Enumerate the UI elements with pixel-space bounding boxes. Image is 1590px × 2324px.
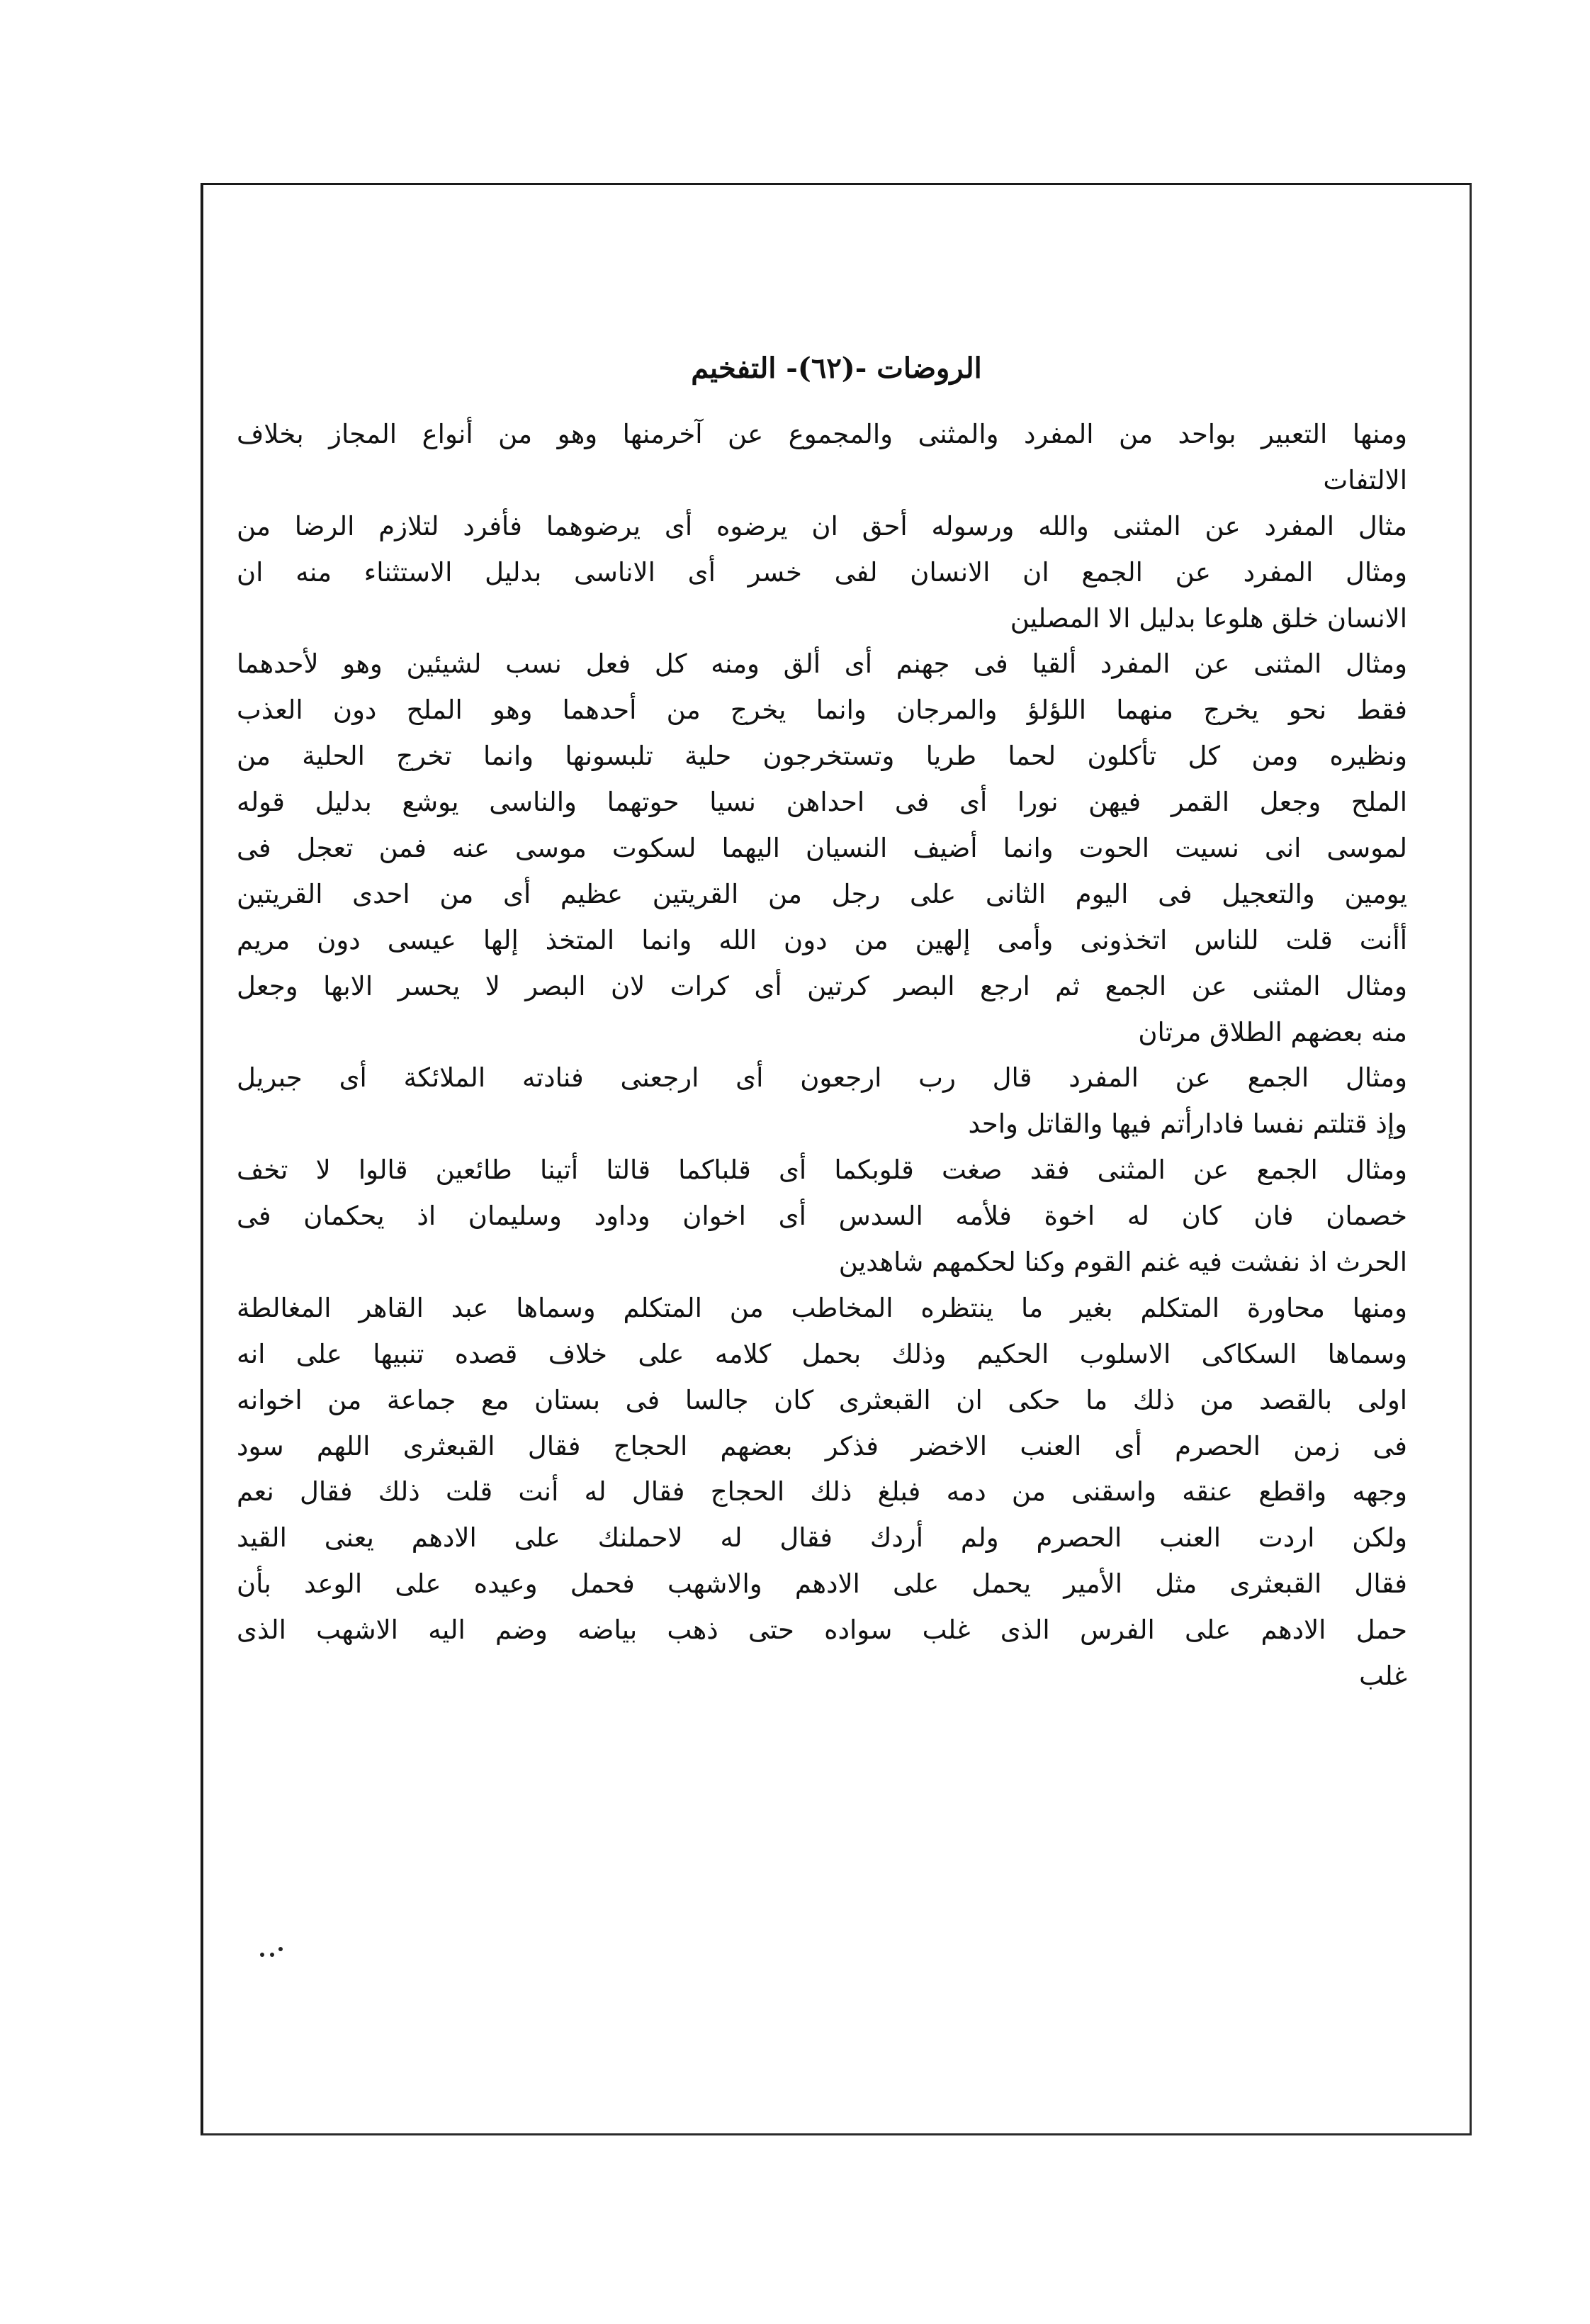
- text-line: ومنها التعبير بواحد من المفرد والمثنى والمجموع عن آخرمنها وهو من أنواع المجاز بخلاف: [237, 419, 1407, 449]
- text-line: حمل الادهم على الفرس الذى غلب سواده حتى ذهب بياضه وضم اليه الاشهب الذى: [237, 1615, 1407, 1646]
- text-line: ونظيره ومن كل تأكلون لحما طريا وتستخرجون حلية تلبسونها وانما تخرج الحلية من: [237, 741, 1407, 772]
- text-line: فقط نحو يخرج منهما اللؤلؤ والمرجان وانما يخرج من أحدهما وهو الملح دون العذب: [237, 695, 1407, 726]
- text-line: فى زمن الحصرم أى العنب الاخضر فذكر بعضهم الحجاج فقال القبعثرى اللهم سود: [237, 1430, 1407, 1461]
- page-header: الروضات -(٦٢)- التفخيم: [691, 352, 982, 385]
- text-line: وإذ قتلتم نفسا فادارأتم فيها والقاتل واحد: [968, 1108, 1407, 1140]
- text-line: فقال القبعثرى مثل الأمير يحمل على الادهم والاشهب فحمل وعيده على الوعد بأن: [237, 1568, 1407, 1600]
- text-line: ومثال المثنى عن المفرد ألقيا فى جهنم أى ألق ومنه كل فعل نسب لشيئين وهو لأحدهما: [237, 649, 1407, 680]
- text-line: مثال المفرد عن المثنى والله ورسوله أحق ان يرضوه أى يرضوهما فأفرد لتلازم الرضا من: [237, 510, 1407, 541]
- page-frame: [201, 183, 1472, 2135]
- text-line: ومثال الجمع عن المثنى فقد صغت قلوبكما أى قلباكما قالتا أتينا طائعين قالوا لا تخف: [237, 1155, 1407, 1186]
- catchword: غلب: [1359, 1661, 1407, 1692]
- text-line: أأنت قلت للناس اتخذونى وأمى إلهين من دون الله وانما المتخذ إلها عيسى دون مريم: [237, 924, 1407, 955]
- text-line: الانسان خلق هلوعا بدليل الا المصلين: [1010, 602, 1407, 634]
- text-line: ومثال المثنى عن الجمع ثم ارجع البصر كرتين أى كرات لان البصر لا يحسر الابها وجعل: [237, 970, 1407, 1001]
- text-line: اولى بالقصد من ذلك ما حكى ان القبعثرى كان جالسا فى بستان مع جماعة من اخوانه: [237, 1384, 1407, 1415]
- text-line: الالتفات: [1323, 464, 1407, 495]
- text-line: الملح وجعل القمر فيهن نورا أى فى احداهن نسيا حوتهما والناسى يوشع بدليل قوله: [237, 787, 1407, 818]
- text-line: ولكن اردت العنب الحصرم ولم أردك فقال له لاحملنك على الادهم يعنى القيد: [237, 1522, 1407, 1554]
- text-line: ومثال الجمع عن المفرد قال رب ارجعون أى ارجعنى فنادته الملائكة أى جبريل: [237, 1062, 1407, 1094]
- text-line: وسماها السكاكى الاسلوب الحكيم وذلك بحمل كلامه على خلاف قصده تنبيها على انه: [237, 1338, 1407, 1369]
- text-line: ومثال المفرد عن الجمع ان الانسان لفى خسر أى الاناسى بدليل الاستثناء منه ان: [237, 556, 1407, 588]
- page-body-text: [237, 412, 1407, 1700]
- text-line: منه بعضهم الطلاق مرتان: [1138, 1016, 1407, 1048]
- text-line: لموسى انى نسيت الحوت وانما أضيف النسيان اليهما لسكوت موسى عنه فمن تعجل فى: [237, 833, 1407, 864]
- text-line: ومنها محاورة المتكلم بغير ما ينتظره المخاطب من المتكلم وسماها عبد القاهر المغالطة: [237, 1292, 1407, 1323]
- text-line: يومين والتعجيل فى اليوم الثانى على رجل من القريتين عظيم أى من احدى القريتين: [237, 878, 1407, 909]
- ink-dots-mark: [239, 1943, 295, 1957]
- text-line: وجهه واقطع عنقه واسقنى من دمه فبلغ ذلك الحجاج فقال له أنت قلت ذلك فقال نعم: [237, 1476, 1407, 1508]
- text-line: الحرث اذ نفشت فيه غنم القوم وكنا لحكمهم شاهدين: [838, 1247, 1407, 1278]
- text-line: خصمان فان كان له اخوة فلأمه السدس أى اخوان وداود وسليمان اذ يحكمان فى: [237, 1201, 1407, 1232]
